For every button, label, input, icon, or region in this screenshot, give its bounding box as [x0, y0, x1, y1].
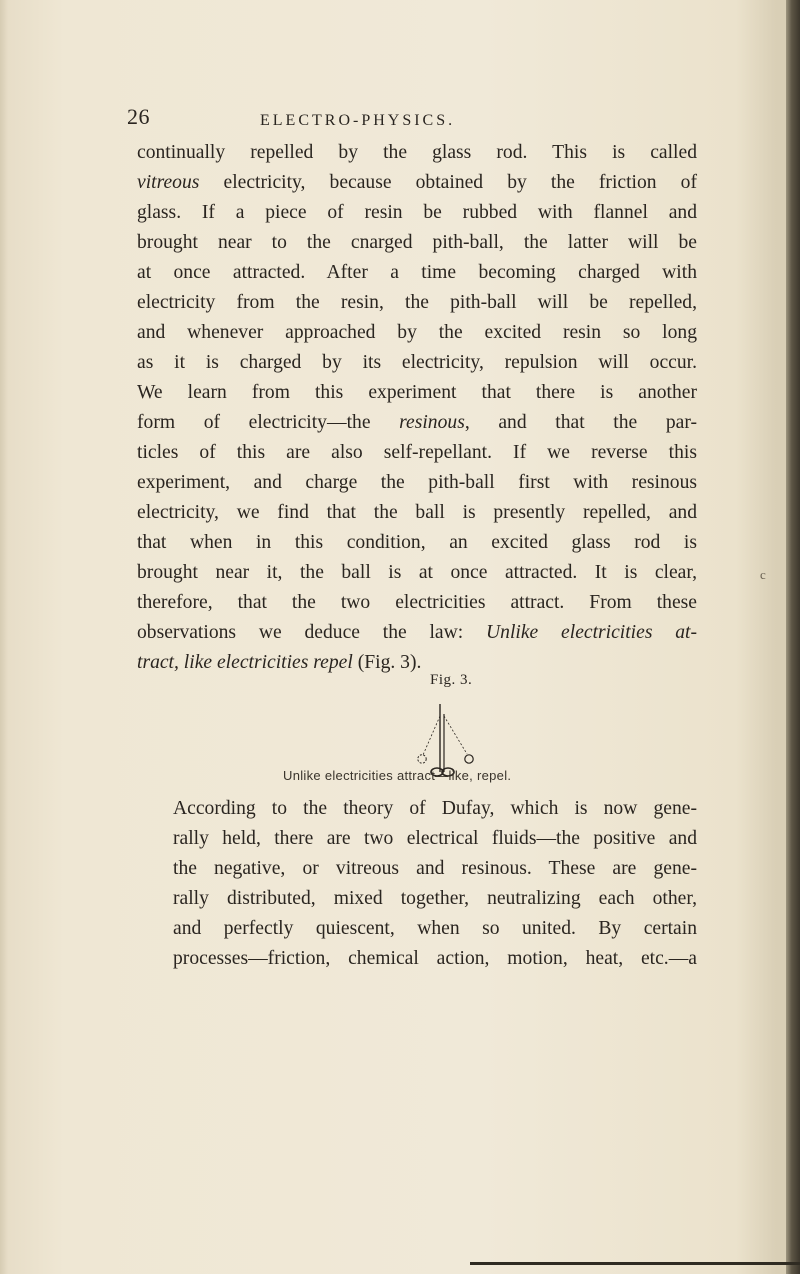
figure-label: Fig. 3. [430, 672, 473, 688]
text-line [137, 528, 697, 558]
text-line: rally distributed, mixed together, neutralizing each other, [173, 888, 697, 909]
page-number: 26 [127, 104, 150, 129]
text-line [137, 588, 697, 618]
text-line [137, 138, 697, 168]
book-spine [786, 0, 800, 1274]
text-line [137, 408, 697, 438]
pith-ball-left [418, 755, 426, 763]
text-run: (Fig. 3). [352, 652, 422, 673]
text-line [137, 198, 697, 228]
pith-ball-right [465, 755, 473, 763]
running-head: ELECTRO-PHYSICS. [260, 112, 456, 129]
text-line [137, 498, 697, 528]
text-line [137, 258, 697, 288]
paragraph-1 [137, 138, 697, 678]
thread-left [423, 716, 440, 755]
text-line: and perfectly quiescent, when so united. By certain [173, 918, 697, 939]
text-line [137, 318, 697, 348]
text-line [137, 618, 697, 648]
paragraph-2 [137, 794, 697, 974]
text-run: observations we deduce the law: [137, 622, 487, 643]
text-run: electricity, because obtained by the friction of [199, 172, 697, 193]
text-line [137, 168, 697, 198]
text-run: electricity, we find that the ball is presently repelled, and [137, 502, 697, 523]
text-run: ticles of this are also self-repellant. If we reverse this [137, 442, 697, 463]
text-run: electricity from the resin, the pith-ball will be repelled, [137, 292, 697, 313]
text-line: processes—friction, chemical action, motion, heat, etc.—a [173, 948, 697, 969]
text-run: therefore, that the two electricities attract. From these [137, 592, 697, 613]
text-run: experiment, and charge the pith-ball first with resinous [137, 472, 697, 493]
italic-law-text: Unlike electricities at- [486, 622, 698, 643]
page-left-edge [0, 0, 8, 1274]
figure-caption: Unlike electricities attract—like, repel. [283, 768, 512, 783]
text-run: We learn from this experiment that there is another [137, 382, 697, 403]
text-run: as it is charged by its electricity, repulsion will occur. [137, 352, 697, 373]
text-run: continually repelled by the glass rod. This is called [137, 142, 697, 163]
text-line [137, 228, 697, 258]
text-run: that when in this condition, an excited glass rod is [137, 532, 697, 553]
text-run: and whenever approached by the excited resin so long [137, 322, 697, 343]
text-line [137, 438, 697, 468]
text-run: form of electricity—the [137, 412, 400, 433]
text-line [137, 348, 697, 378]
text-run: brought near it, the ball is at once attracted. It is clear, [137, 562, 697, 583]
text-line: rally held, there are two electrical fluids—the positive and [173, 828, 697, 849]
text-line [137, 288, 697, 318]
text-line: the negative, or vitreous and resinous. These are gene- [173, 858, 697, 879]
italic-law-text: tract, like electricities repel [137, 652, 353, 673]
text-run: at once attracted. After a time becoming charged with [137, 262, 697, 283]
margin-mark: c [760, 567, 766, 582]
italic-term-resinous: resinous [399, 412, 465, 433]
text-line [137, 558, 697, 588]
text-line: According to the theory of Dufay, which is now gene- [173, 798, 697, 819]
bottom-edge-rule [470, 1262, 800, 1265]
thread-right [444, 716, 467, 754]
text-line [137, 648, 697, 678]
text-run: brought near to the cnarged pith-ball, the latter will be [137, 232, 697, 253]
text-line [137, 468, 697, 498]
text-run: , and that the par- [464, 412, 697, 433]
italic-term-vitreous: vitreous [137, 172, 200, 193]
text-run: glass. If a piece of resin be rubbed with flannel and [137, 202, 697, 223]
text-line [137, 378, 697, 408]
